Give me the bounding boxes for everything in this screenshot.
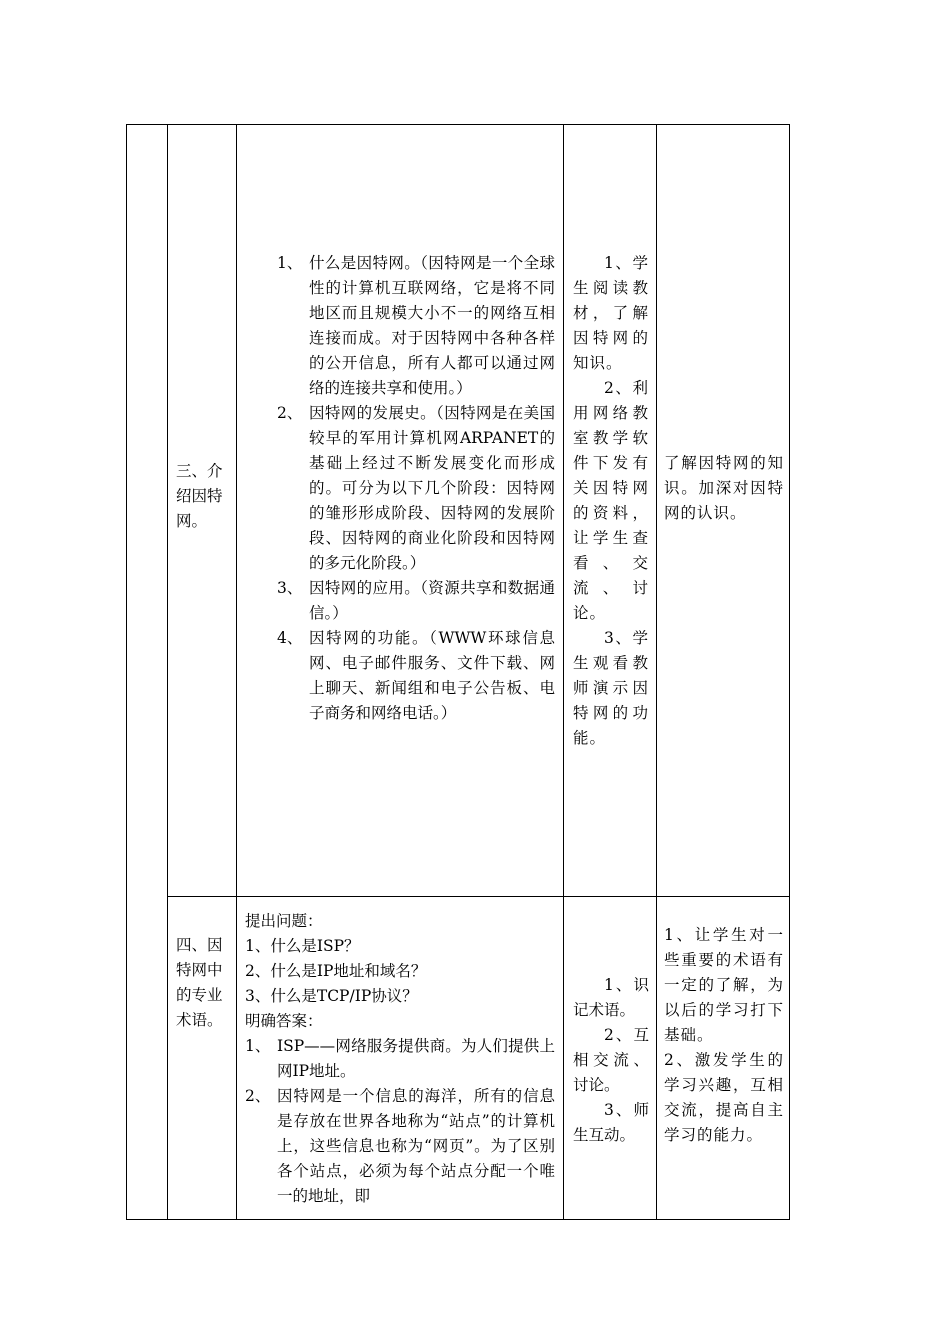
section-title-terms: 四、因特网中的专业术语。 (176, 936, 223, 1029)
column-divider (656, 125, 657, 1219)
activity-paragraph: 3、学生观看教师演示因特网的功能。 (573, 629, 649, 747)
item-text: 因特网的功能。（WWW环球信息网、电子邮件服务、文件下载、网上聊天、新闻组和电子公告板、电子商务和网络电话。） (309, 629, 555, 722)
content-item (277, 251, 555, 401)
question-intro: 提出问题： (245, 912, 323, 930)
answer-label: 明确答案： (245, 1012, 323, 1030)
row-divider (167, 896, 789, 897)
activity-paragraph: 2、利用网络教室教学软件下发有关因特网的资料，让学生查看、交流、讨论。 (573, 379, 649, 622)
activity-paragraph: 1、学生阅读教材，了解因特网的知识。 (573, 254, 649, 372)
item-number: 4、 (277, 629, 303, 647)
lesson-plan-table (126, 124, 790, 1220)
question-item: 2、什么是IP地址和域名？ (245, 962, 427, 980)
item-text: 什么是因特网。（因特网是一个全球性的计算机互联网络，它是将不同地区而且规模大小不一的网络互相连接而成。对于因特网中各种各样的公开信息，所有人都可以通过网络的连接共享和使用。） (309, 254, 555, 397)
intent-cell-terms (664, 923, 784, 1148)
item-number: 1、 (277, 254, 303, 272)
content-item (277, 401, 555, 576)
question-item: 3、什么是TCP/IP协议？ (245, 987, 418, 1005)
intent-paragraph: 2、激发学生的学习兴趣，互相交流，提高自主学习的能力。 (664, 1051, 784, 1144)
item-number: 3、 (277, 579, 303, 597)
student-activity-cell-terms (573, 973, 649, 1148)
activity-paragraph: 3、师生互动。 (573, 1101, 649, 1144)
activity-paragraph: 2、互相交流、讨论。 (573, 1026, 649, 1094)
answer-item (245, 1084, 555, 1209)
intent-paragraph: 1、让学生对一些重要的术语有一定的了解，为以后的学习打下基础。 (664, 926, 784, 1044)
item-text: 因特网的发展史。（因特网是在美国较早的军用计算机网ARPANET的基础上经过不断发展变化而形成的。可分为以下几个阶段：因特网的雏形形成阶段、因特网的发展阶段、因特网的商业化阶段和因特网的多元化阶段。） (309, 404, 555, 572)
column-divider (236, 125, 237, 1219)
item-number: 2、 (245, 1087, 271, 1105)
activity-paragraph: 1、识记术语。 (573, 976, 649, 1019)
item-number: 1、 (245, 1037, 271, 1055)
item-text: ISP——网络服务提供商。为人们提供上网IP地址。 (277, 1037, 555, 1080)
section-title-internet: 三、介绍因特网。 (176, 462, 223, 530)
content-cell-internet (277, 251, 555, 726)
content-item (277, 576, 555, 626)
item-text: 因特网的应用。（资源共享和数据通信。） (309, 579, 555, 622)
item-text: 因特网是一个信息的海洋，所有的信息是存放在世界各地称为“站点”的计算机上，这些信息也称为“网页”。为了区别各个站点，必须为每个站点分配一个唯一的地址，即 (277, 1087, 555, 1205)
content-item (277, 626, 555, 726)
intent-cell: 了解因特网的知识。加深对因特网的认识。 (664, 454, 784, 522)
column-divider (167, 125, 168, 1219)
answer-item (245, 1034, 555, 1084)
student-activity-cell (573, 251, 649, 751)
question-item: 1、什么是ISP？ (245, 937, 360, 955)
column-divider (563, 125, 564, 1219)
content-cell-terms (245, 909, 555, 1209)
item-number: 2、 (277, 404, 303, 422)
